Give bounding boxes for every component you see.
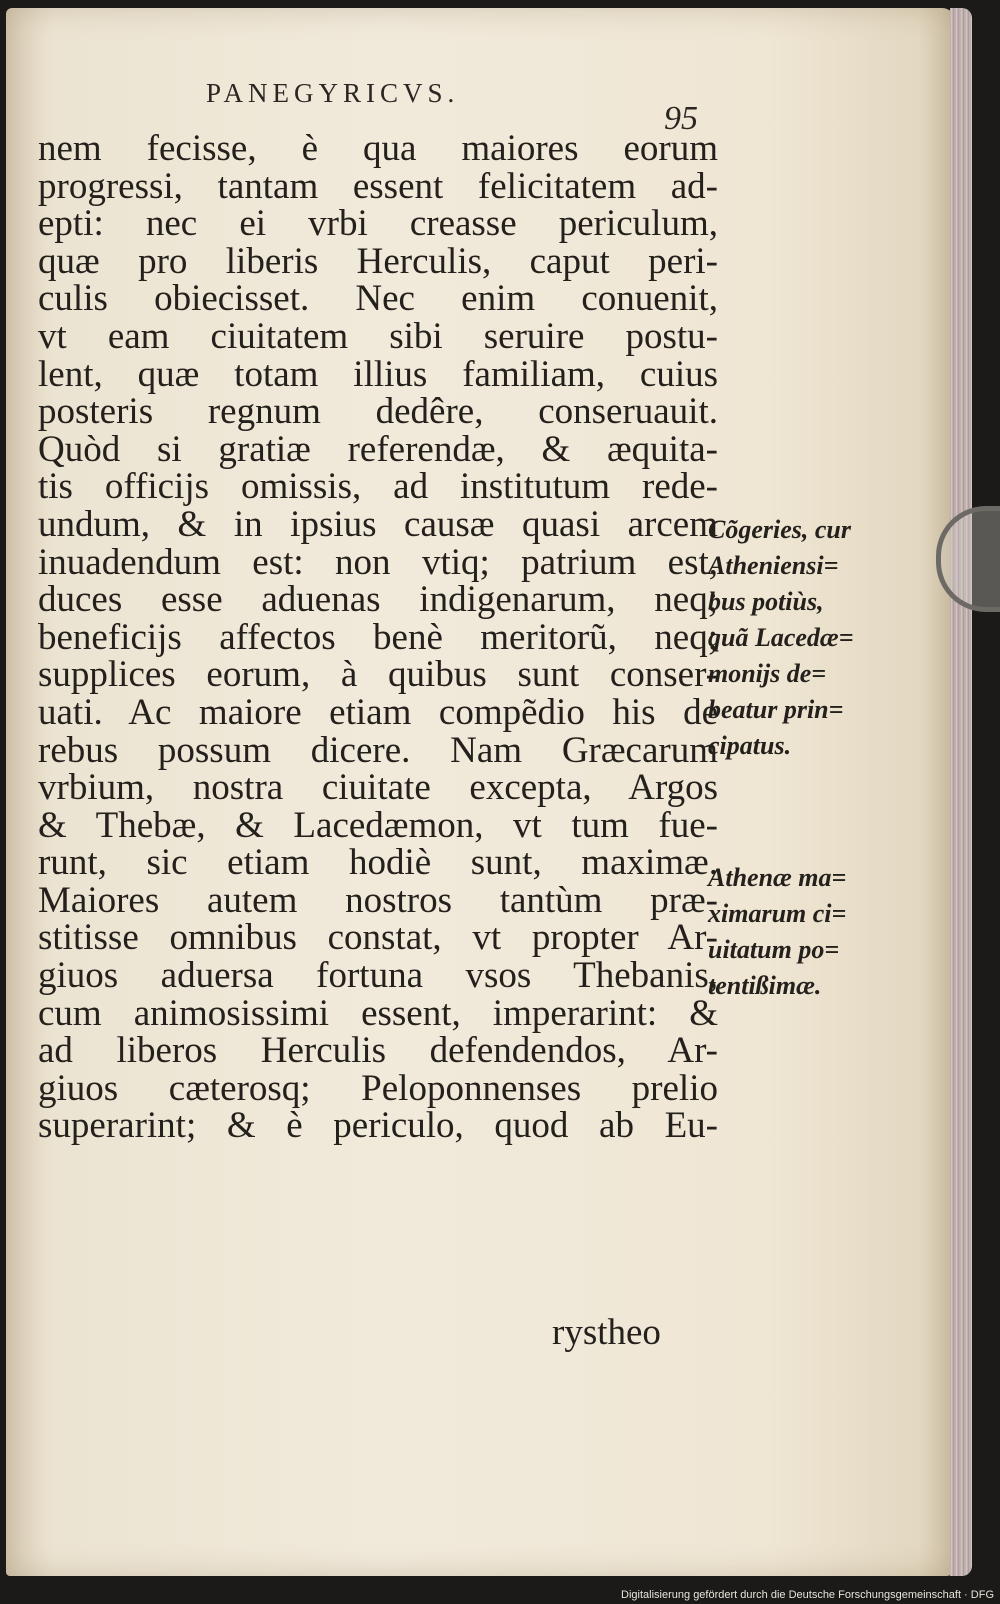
running-title: PANEGYRICVS. [206,78,460,108]
text-line: cum animosissimi essent, imperarint: & [38,992,718,1034]
text-line: progressi, tantam essent felicitatem ad- [38,165,718,207]
side-note-line: bus potiùs, [708,587,824,616]
side-note-line: quã Lacedæ= [708,623,854,652]
text-line: ad liberos Herculis defendendos, Ar- [38,1030,718,1072]
text-line: tis officijs omissis, ad institutum rede- [38,466,718,508]
text-line: lent, quæ totam illius familiam, cuius [38,353,718,395]
side-note-line: Athenæ ma= [708,863,847,892]
side-note-1 [708,512,854,764]
page-number: 95 [664,100,698,137]
text-line: vt eam ciuitatem sibi seruire postu- [38,315,718,357]
page-edges [950,8,972,1576]
text-line: & Thebæ, & Lacedæmon, vt tum fue- [38,804,718,846]
text-line: runt, sic etiam hodiè sunt, maximæ. [38,842,718,884]
text-line: epti: nec ei vrbi creasse periculum, [38,203,718,245]
text-line: Maiores autem nostros tantùm præ- [38,879,718,921]
text-line: nem fecisse, è qua maiores eorum [38,128,718,169]
text-line: rebus possum dicere. Nam Græcarum [38,729,718,771]
text-line: stitisse omnibus constat, vt propter Ar- [38,917,718,959]
digitization-credit: Digitalisierung gefördert durch die Deutsche Forschungsgemeinschaft · DFG [621,1589,994,1601]
side-note-line: tentißimæ. [708,971,822,1000]
catchword: rystheo [552,1312,661,1353]
text-line: duces esse aduenas indigenarum, neq; [38,579,718,621]
side-note-line: Atheniensi= [708,551,839,580]
text-line: culis obiecisset. Nec enim conuenit, [38,278,718,320]
text-line: undum, & in ipsius causæ quasi arcem [38,503,718,545]
text-line: quæ pro liberis Herculis, caput peri- [38,240,718,282]
text-line: giuos aduersa fortuna vsos Thebanis, [38,955,718,997]
text-line: beneficijs affectos benè meritorũ, neq; [38,616,718,658]
side-note-line: Cõgeries, cur [708,515,851,544]
text-line: posteris regnum dedêre, conseruauit. [38,391,718,433]
side-note-line: beatur prin= [708,695,844,724]
text-line: uati. Ac maiore etiam compẽdio his de [38,691,718,733]
text-line: Quòd si gratiæ referendæ, & æquita- [38,428,718,470]
text-line: vrbium, nostra ciuitate excepta, Argos [38,767,718,809]
side-note-line: ximarum ci= [708,899,847,928]
text-line: giuos cæterosq; Peloponnenses prelio [38,1067,718,1109]
text-line: supplices eorum, à quibus sunt conser- [38,654,718,696]
side-note-line: monijs de= [708,659,827,688]
main-text-block [38,130,718,1145]
text-line: superarint; & è periculo, quod ab Eu- [38,1105,718,1147]
side-note-line: cipatus. [708,731,792,760]
side-note-2 [708,860,846,1004]
text-line: inuadendum est: non vtiq; patrium est, [38,541,718,583]
side-note-line: uitatum po= [708,935,840,964]
